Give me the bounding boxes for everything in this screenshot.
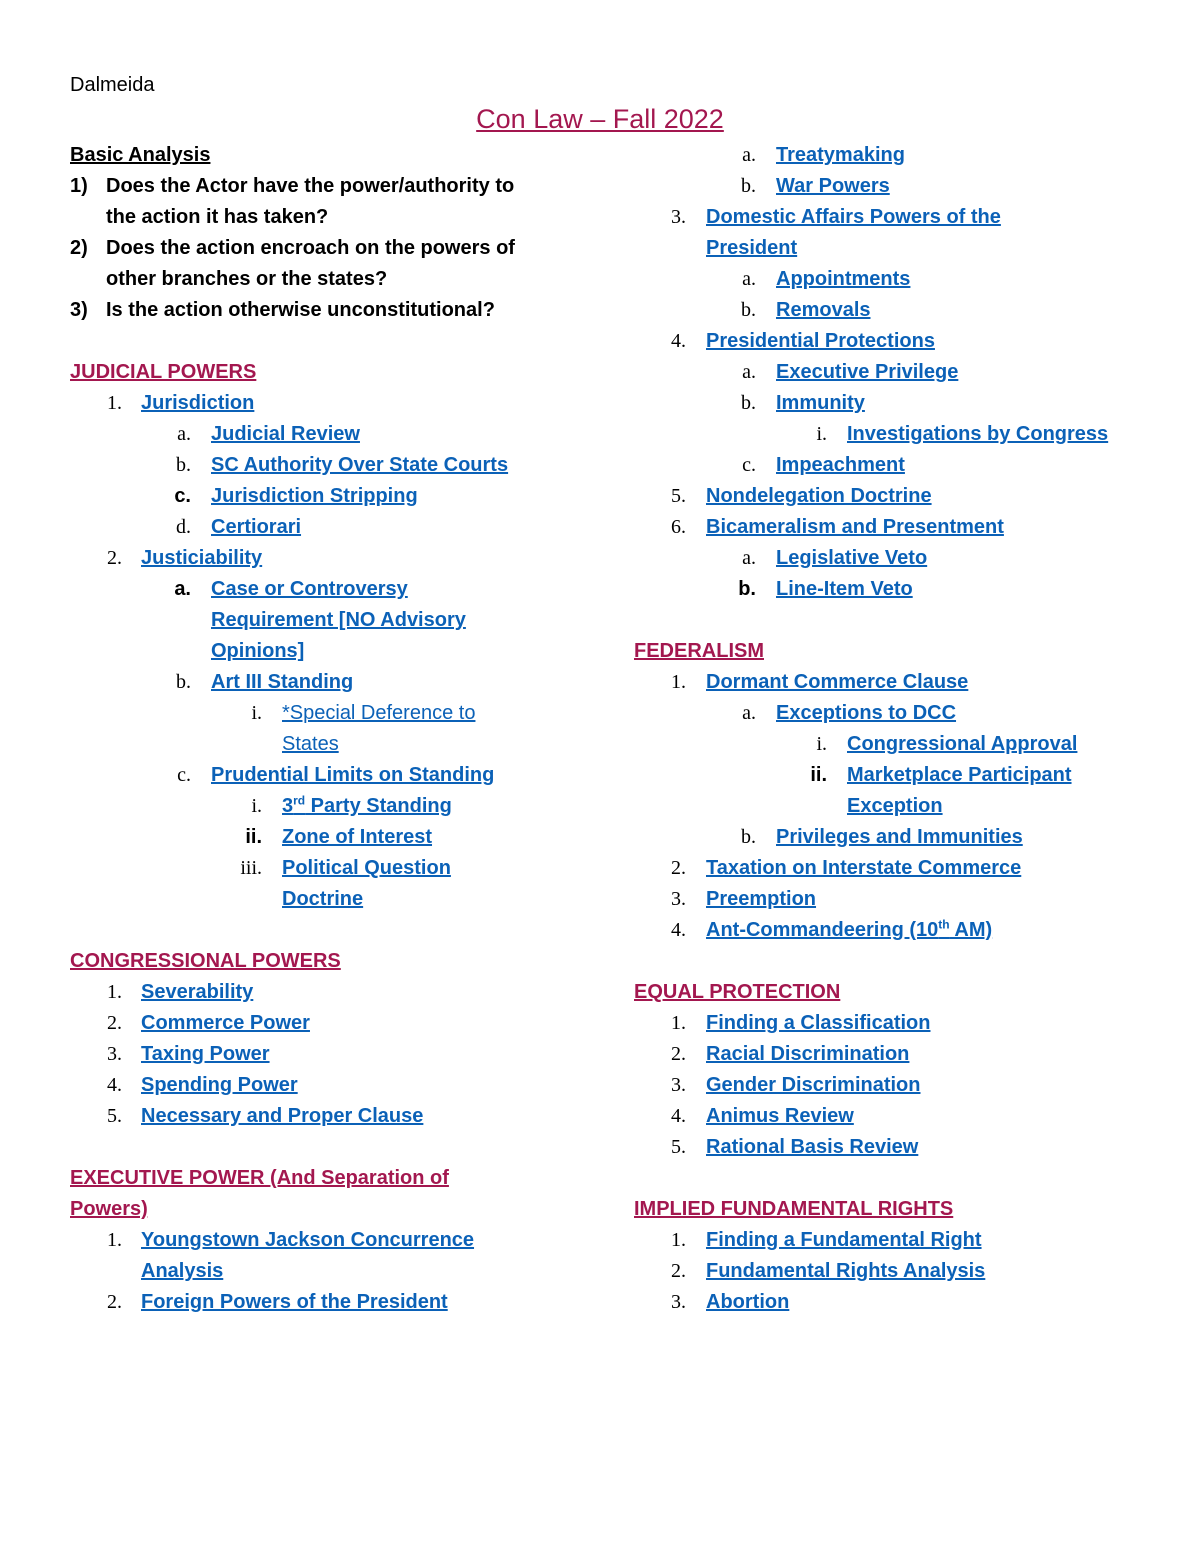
outline-item [70, 667, 590, 698]
item-marker: 1. [671, 1229, 686, 1251]
outline-link[interactable]: Fundamental Rights Analysis [706, 1260, 986, 1282]
outline-item [70, 1008, 590, 1039]
item-marker: 2. [671, 857, 686, 879]
outline-item [70, 977, 590, 1008]
outline-item [634, 388, 1154, 419]
outline-item [634, 853, 1154, 884]
outline-link[interactable]: Immunity [776, 392, 865, 414]
outline-link[interactable]: Justiciability [141, 547, 263, 569]
question-1 [70, 171, 590, 233]
item-marker: 2. [671, 1043, 686, 1065]
item-marker: a. [174, 578, 191, 600]
link-text: Party Standing [305, 795, 452, 817]
outline-item [70, 1070, 590, 1101]
item-marker: 1. [107, 1229, 122, 1251]
outline-item [634, 140, 1154, 171]
outline-link[interactable]: Racial Discrimination [706, 1043, 910, 1065]
page-title: Con Law – Fall 2022 [476, 104, 724, 134]
section-heading-federalism: FEDERALISM [634, 640, 764, 662]
basic-analysis-heading: Basic Analysis [70, 144, 211, 166]
item-marker: d. [176, 516, 191, 538]
item-marker: a. [177, 423, 191, 445]
item-marker: 3. [671, 206, 686, 228]
link-text: 3 [282, 795, 294, 817]
item-marker: 4. [671, 1105, 686, 1127]
item-marker: 5. [107, 1105, 122, 1127]
outline-link[interactable]: Appointments [776, 268, 911, 290]
author-name: Dalmeida [70, 74, 155, 96]
item-marker: b. [741, 175, 756, 197]
outline-link[interactable]: War Powers [776, 175, 890, 197]
item-marker: b. [738, 578, 756, 600]
item-marker: a. [742, 361, 756, 383]
outline-link[interactable]: Investigations by Congress [847, 423, 1109, 445]
outline-link[interactable]: Certiorari [211, 516, 302, 538]
outline-item [634, 543, 1154, 574]
item-marker: b. [741, 826, 756, 848]
outline-link[interactable]: Removals [776, 299, 871, 321]
outline-link[interactable]: Legislative Veto [776, 547, 928, 569]
outline-item [70, 760, 590, 791]
outline-link[interactable]: Privileges and Immunities [776, 826, 1023, 848]
item-marker: i. [251, 702, 262, 724]
item-marker: b. [176, 454, 191, 476]
outline-link[interactable]: Bicameralism and Presentment [706, 516, 1004, 538]
outline-link[interactable]: Animus Review [706, 1105, 854, 1127]
outline-item [70, 1287, 590, 1318]
outline-link[interactable]: Exceptions to DCC [776, 702, 957, 724]
item-marker: a. [742, 547, 756, 569]
outline-link[interactable]: Line-Item Veto [776, 578, 913, 600]
item-marker: a. [742, 268, 756, 290]
question-text: Is the action otherwise unconstitutional? [106, 299, 495, 321]
outline-item [634, 512, 1154, 543]
item-marker: 5. [671, 485, 686, 507]
outline-item [70, 512, 590, 543]
item-marker: 1. [671, 671, 686, 693]
outline-link[interactable]: Congressional Approval [847, 733, 1078, 755]
outline-item [634, 357, 1154, 388]
item-marker: 1. [107, 392, 122, 414]
outline-item [634, 822, 1154, 853]
outline-item [70, 450, 590, 481]
ordinal-suffix: th [938, 917, 950, 932]
outline-item [634, 1008, 1154, 1039]
item-marker: i. [816, 423, 827, 445]
outline-link[interactable]: Judicial Review [211, 423, 360, 445]
outline-link[interactable]: Case or Controversy Requirement [NO Advisory Opinions] [211, 578, 466, 662]
outline-item [634, 1287, 1154, 1318]
outline-link[interactable]: Zone of Interest [282, 826, 433, 848]
outline-link[interactable]: Finding a Fundamental Right [706, 1229, 982, 1251]
outline-item [634, 1132, 1154, 1163]
section-heading-executive: EXECUTIVE POWER (And Separation of Powers) [70, 1167, 449, 1220]
outline-item [70, 1225, 590, 1287]
outline-item [634, 1039, 1154, 1070]
question-text: Does the Actor have the power/authority to the action it has taken? [106, 175, 515, 228]
item-marker: a. [742, 144, 756, 166]
outline-link[interactable]: Art III Standing [211, 671, 354, 693]
item-marker: 4. [107, 1074, 122, 1096]
question-number: 3) [70, 299, 88, 321]
link-text: AM) [949, 919, 993, 941]
item-marker: 3. [671, 1291, 686, 1313]
outline-link[interactable]: Taxation on Interstate Commerce [706, 857, 1022, 879]
outline-item [634, 1101, 1154, 1132]
outline-item [70, 481, 590, 512]
outline-link[interactable]: Preemption [706, 888, 817, 910]
outline-item [70, 1101, 590, 1132]
outline-link[interactable]: Abortion [706, 1291, 790, 1313]
ordinal-suffix: rd [293, 793, 306, 808]
outline-link[interactable]: Commerce Power [141, 1012, 310, 1034]
outline-item [634, 667, 1154, 698]
item-marker: 2. [671, 1260, 686, 1282]
question-text: Does the action encroach on the powers of other branches or the states? [106, 237, 515, 290]
question-number: 2) [70, 237, 88, 259]
outline-link[interactable]: Gender Discrimination [706, 1074, 921, 1096]
outline-item [70, 419, 590, 450]
outline-link[interactable]: Nondelegation Doctrine [706, 485, 932, 507]
item-marker: 2. [107, 1291, 122, 1313]
section-heading-implied-rights: IMPLIED FUNDAMENTAL RIGHTS [634, 1198, 954, 1220]
outline-link[interactable]: Severability [141, 981, 254, 1003]
outline-item [634, 295, 1154, 326]
outline-item [634, 1256, 1154, 1287]
item-marker: c. [174, 485, 191, 507]
outline-item [634, 326, 1154, 357]
item-marker: 3. [671, 888, 686, 910]
outline-link[interactable] [706, 915, 992, 946]
outline-link[interactable]: SC Authority Over State Courts [211, 454, 509, 476]
question-number: 1) [70, 175, 88, 197]
outline-item [634, 419, 1154, 450]
outline-item [634, 450, 1154, 481]
section-heading-congressional: CONGRESSIONAL POWERS [70, 950, 341, 972]
outline-item [634, 760, 1154, 822]
outline-link[interactable]: Prudential Limits on Standing [211, 764, 495, 786]
outline-item [634, 481, 1154, 512]
item-marker: 3. [671, 1074, 686, 1096]
item-marker: 1. [107, 981, 122, 1003]
item-marker: i. [816, 733, 827, 755]
outline-item [70, 698, 590, 760]
outline-item [70, 853, 590, 915]
outline-item [634, 884, 1154, 915]
outline-link[interactable]: Spending Power [141, 1074, 298, 1096]
item-marker: 5. [671, 1136, 686, 1158]
outline-link[interactable]: Taxing Power [141, 1043, 270, 1065]
item-marker: iii. [240, 857, 262, 879]
outline-link[interactable]: Youngstown Jackson Concurrence Analysis [141, 1229, 475, 1282]
item-marker: c. [177, 764, 191, 786]
outline-link[interactable]: Domestic Affairs Powers of the President [706, 206, 1001, 259]
item-marker: 4. [671, 330, 686, 352]
outline-item [634, 698, 1154, 729]
outline-link[interactable]: Finding a Classification [706, 1012, 931, 1034]
left-column [70, 140, 590, 1318]
outline-item [70, 574, 590, 667]
item-marker: b. [741, 392, 756, 414]
outline-item [70, 543, 590, 574]
item-marker: i. [251, 795, 262, 817]
item-marker: 4. [671, 919, 686, 941]
outline-item [634, 915, 1154, 946]
outline-item [634, 1070, 1154, 1101]
question-2 [70, 233, 590, 295]
outline-item [70, 1039, 590, 1070]
outline-link[interactable]: Marketplace Participant Exception [847, 764, 1072, 817]
outline-link[interactable] [282, 791, 452, 822]
right-column [634, 140, 1154, 1318]
item-marker: 2. [107, 1012, 122, 1034]
outline-link[interactable]: Executive Privilege [776, 361, 959, 383]
outline-item [70, 822, 590, 853]
outline-link[interactable]: Political Question Doctrine [282, 857, 451, 910]
outline-link[interactable]: Dormant Commerce Clause [706, 671, 969, 693]
outline-item [634, 729, 1154, 760]
item-marker: b. [176, 671, 191, 693]
outline-item [634, 264, 1154, 295]
outline-link[interactable]: Presidential Protections [706, 330, 935, 352]
item-marker: 1. [671, 1012, 686, 1034]
item-marker: a. [742, 702, 756, 724]
outline-link[interactable]: Impeachment [776, 454, 905, 476]
outline-link[interactable]: Treatymaking [776, 144, 905, 166]
outline-item [634, 171, 1154, 202]
item-marker: b. [741, 299, 756, 321]
outline-item [70, 791, 590, 822]
link-text: Ant-Commandeering (10 [706, 919, 939, 941]
outline-item [634, 574, 1154, 605]
item-marker: c. [742, 454, 756, 476]
section-heading-equal-protection: EQUAL PROTECTION [634, 981, 841, 1003]
outline-item [70, 388, 590, 419]
item-marker: 6. [671, 516, 686, 538]
outline-link[interactable]: *Special Deference to States [282, 702, 476, 755]
item-marker: ii. [810, 764, 827, 786]
item-marker: 3. [107, 1043, 122, 1065]
outline-item [634, 1225, 1154, 1256]
section-heading-judicial: JUDICIAL POWERS [70, 361, 257, 383]
outline-link[interactable]: Jurisdiction Stripping [211, 485, 418, 507]
outline-link[interactable]: Jurisdiction [141, 392, 255, 414]
outline-link[interactable]: Necessary and Proper Clause [141, 1105, 424, 1127]
outline-link[interactable]: Foreign Powers of the President [141, 1291, 448, 1313]
outline-link[interactable]: Rational Basis Review [706, 1136, 919, 1158]
item-marker: 2. [107, 547, 122, 569]
outline-item [634, 202, 1154, 264]
question-3 [70, 295, 590, 326]
item-marker: ii. [245, 826, 262, 848]
